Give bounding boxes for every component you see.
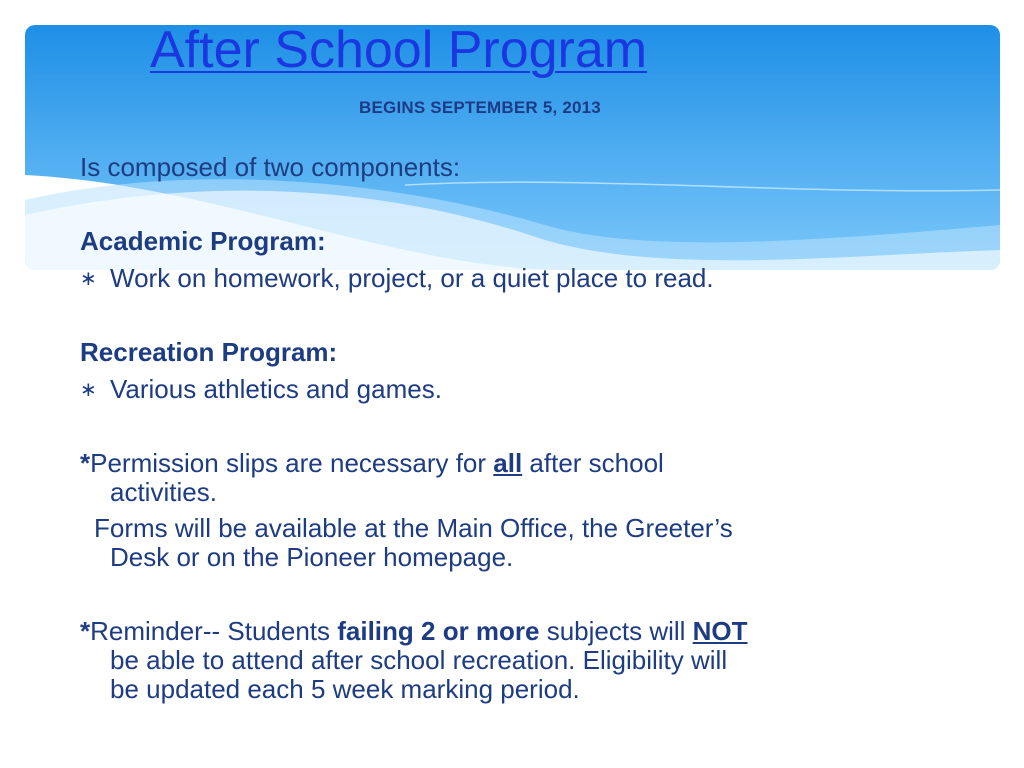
page-title: After School Program <box>150 21 648 79</box>
reminder-note-line3: be updated each 5 week marking period. <box>110 674 580 704</box>
academic-bullet <box>80 264 714 294</box>
reminder-note <box>80 617 748 646</box>
emphasis-failing: failing 2 or more <box>337 616 540 646</box>
intro-text: Is composed of two components: <box>80 152 461 182</box>
permission-text-end: after school <box>522 448 664 478</box>
recreation-heading: Recreation Program: <box>80 337 338 367</box>
permission-note-cont: activities. <box>110 477 217 507</box>
reminder-text: Reminder-- Students <box>90 616 338 646</box>
asterisk-marker: * <box>80 448 91 478</box>
emphasis-all: all <box>493 448 523 478</box>
emphasis-not: NOT <box>692 616 748 646</box>
permission-note <box>80 449 664 478</box>
bullet-icon: ∗ <box>80 379 97 401</box>
asterisk-marker: * <box>80 616 91 646</box>
academic-bullet-text: Work on homework, project, or a quiet place to read. <box>110 263 714 293</box>
reminder-note-line2: be able to attend after school recreation. Eligibility will <box>110 645 728 675</box>
reminder-text-mid: subjects will <box>539 616 693 646</box>
forms-note-line1: Forms will be available at the Main Office, the Greeter’s <box>94 513 733 543</box>
recreation-bullet <box>80 375 442 405</box>
forms-note-line2: Desk or on the Pioneer homepage. <box>110 542 514 572</box>
academic-heading: Academic Program: <box>80 226 326 256</box>
permission-text: Permission slips are necessary for <box>90 448 494 478</box>
bullet-icon: ∗ <box>80 268 97 290</box>
subtitle: BEGINS SEPTEMBER 5, 2013 <box>359 98 601 117</box>
recreation-bullet-text: Various athletics and games. <box>110 374 442 404</box>
